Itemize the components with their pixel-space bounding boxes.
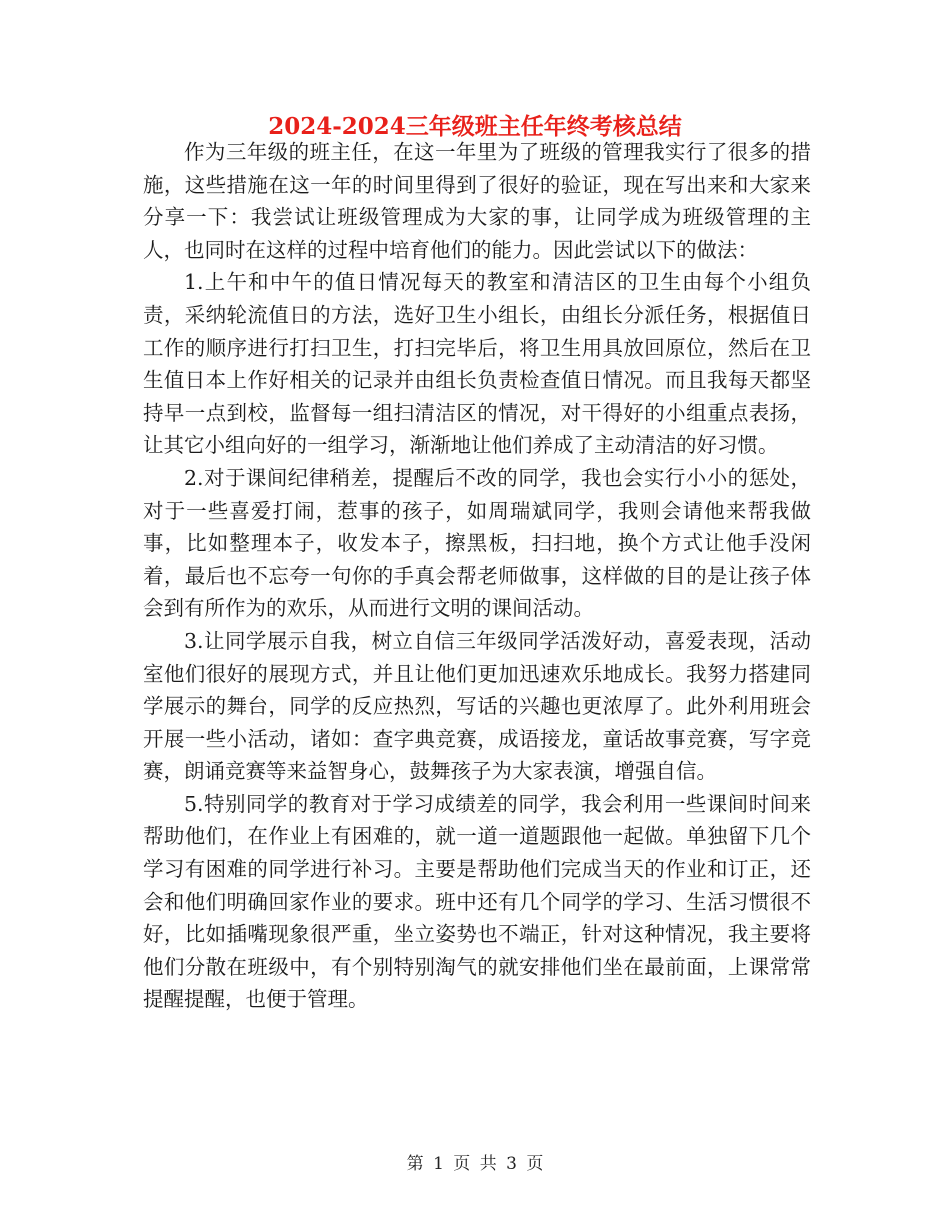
document-body [143, 136, 811, 1016]
document-title: 2024-2024三年级班主任年终考核总结 [268, 113, 682, 140]
paragraph-intro: 作为三年级的班主任，在这一年里为了班级的管理我实行了很多的措施，这些措施在这一年的时间里得到了很好的验证，现在写出来和大家来分享一下：我尝试让班级管理成为大家的事，让同学成为班级管理的主人，也同时在这样的过程中培育他们的能力。因此尝试以下的做法： [143, 140, 811, 262]
paragraph-item-3: 3.让同学展示自我，树立自信三年级同学活泼好动，喜爱表现，活动室他们很好的展现方式，并且让他们更加迅速欢乐地成长。我努力搭建同学展示的舞台，同学的反应热烈，写话的兴趣也更浓厚了。此外利用班会开展一些小活动，诸如：查字典竞赛，成语接龙，童话故事竞赛，写字竞赛，朗诵竞赛等来益智身心，鼓舞孩子为大家表演，增强自信。 [143, 628, 811, 784]
paragraph-item-2: 2.对于课间纪律稍差，提醒后不改的同学，我也会实行小小的惩处，对于一些喜爱打闹，惹事的孩子，如周瑞斌同学，我则会请他来帮我做事，比如整理本子，收发本子，擦黑板，扫扫地，换个方式让他手没闲着，最后也不忘夸一句你的手真会帮老师做事，这样做的目的是让孩子体会到有所作为的欢乐，从而进行文明的课间活动。 [143, 465, 811, 621]
paragraph-item-1: 1.上午和中午的值日情况每天的教室和清洁区的卫生由每个小组负责，采纳轮流值日的方法，选好卫生小组长，由组长分派任务，根据值日工作的顺序进行打扫卫生，打扫完毕后，将卫生用具放回原位，然后在卫生值日本上作好相关的记录并由组长负责检查值日情况。而且我每天都坚持早一点到校，监督每一组扫清洁区的情况，对干得好的小组重点表扬，让其它小组向好的一组学习，渐渐地让他们养成了主动清洁的好习惯。 [143, 270, 811, 458]
page-number-footer: 第 1 页 共 3 页 [406, 1154, 544, 1174]
paragraph-item-5: 5.特别同学的教育对于学习成绩差的同学，我会利用一些课间时间来帮助他们，在作业上有困难的，就一道一道题跟他一起做。单独留下几个学习有困难的同学进行补习。主要是帮助他们完成当天的作业和订正，还会和他们明确回家作业的要求。班中还有几个同学的学习、生活习惯很不好，比如插嘴现象很严重，坐立姿势也不端正，针对这种情况，我主要将他们分散在班级中，有个别特别淘气的就安排他们坐在最前面，上课常常提醒提醒，也便于管理。 [143, 791, 811, 1012]
